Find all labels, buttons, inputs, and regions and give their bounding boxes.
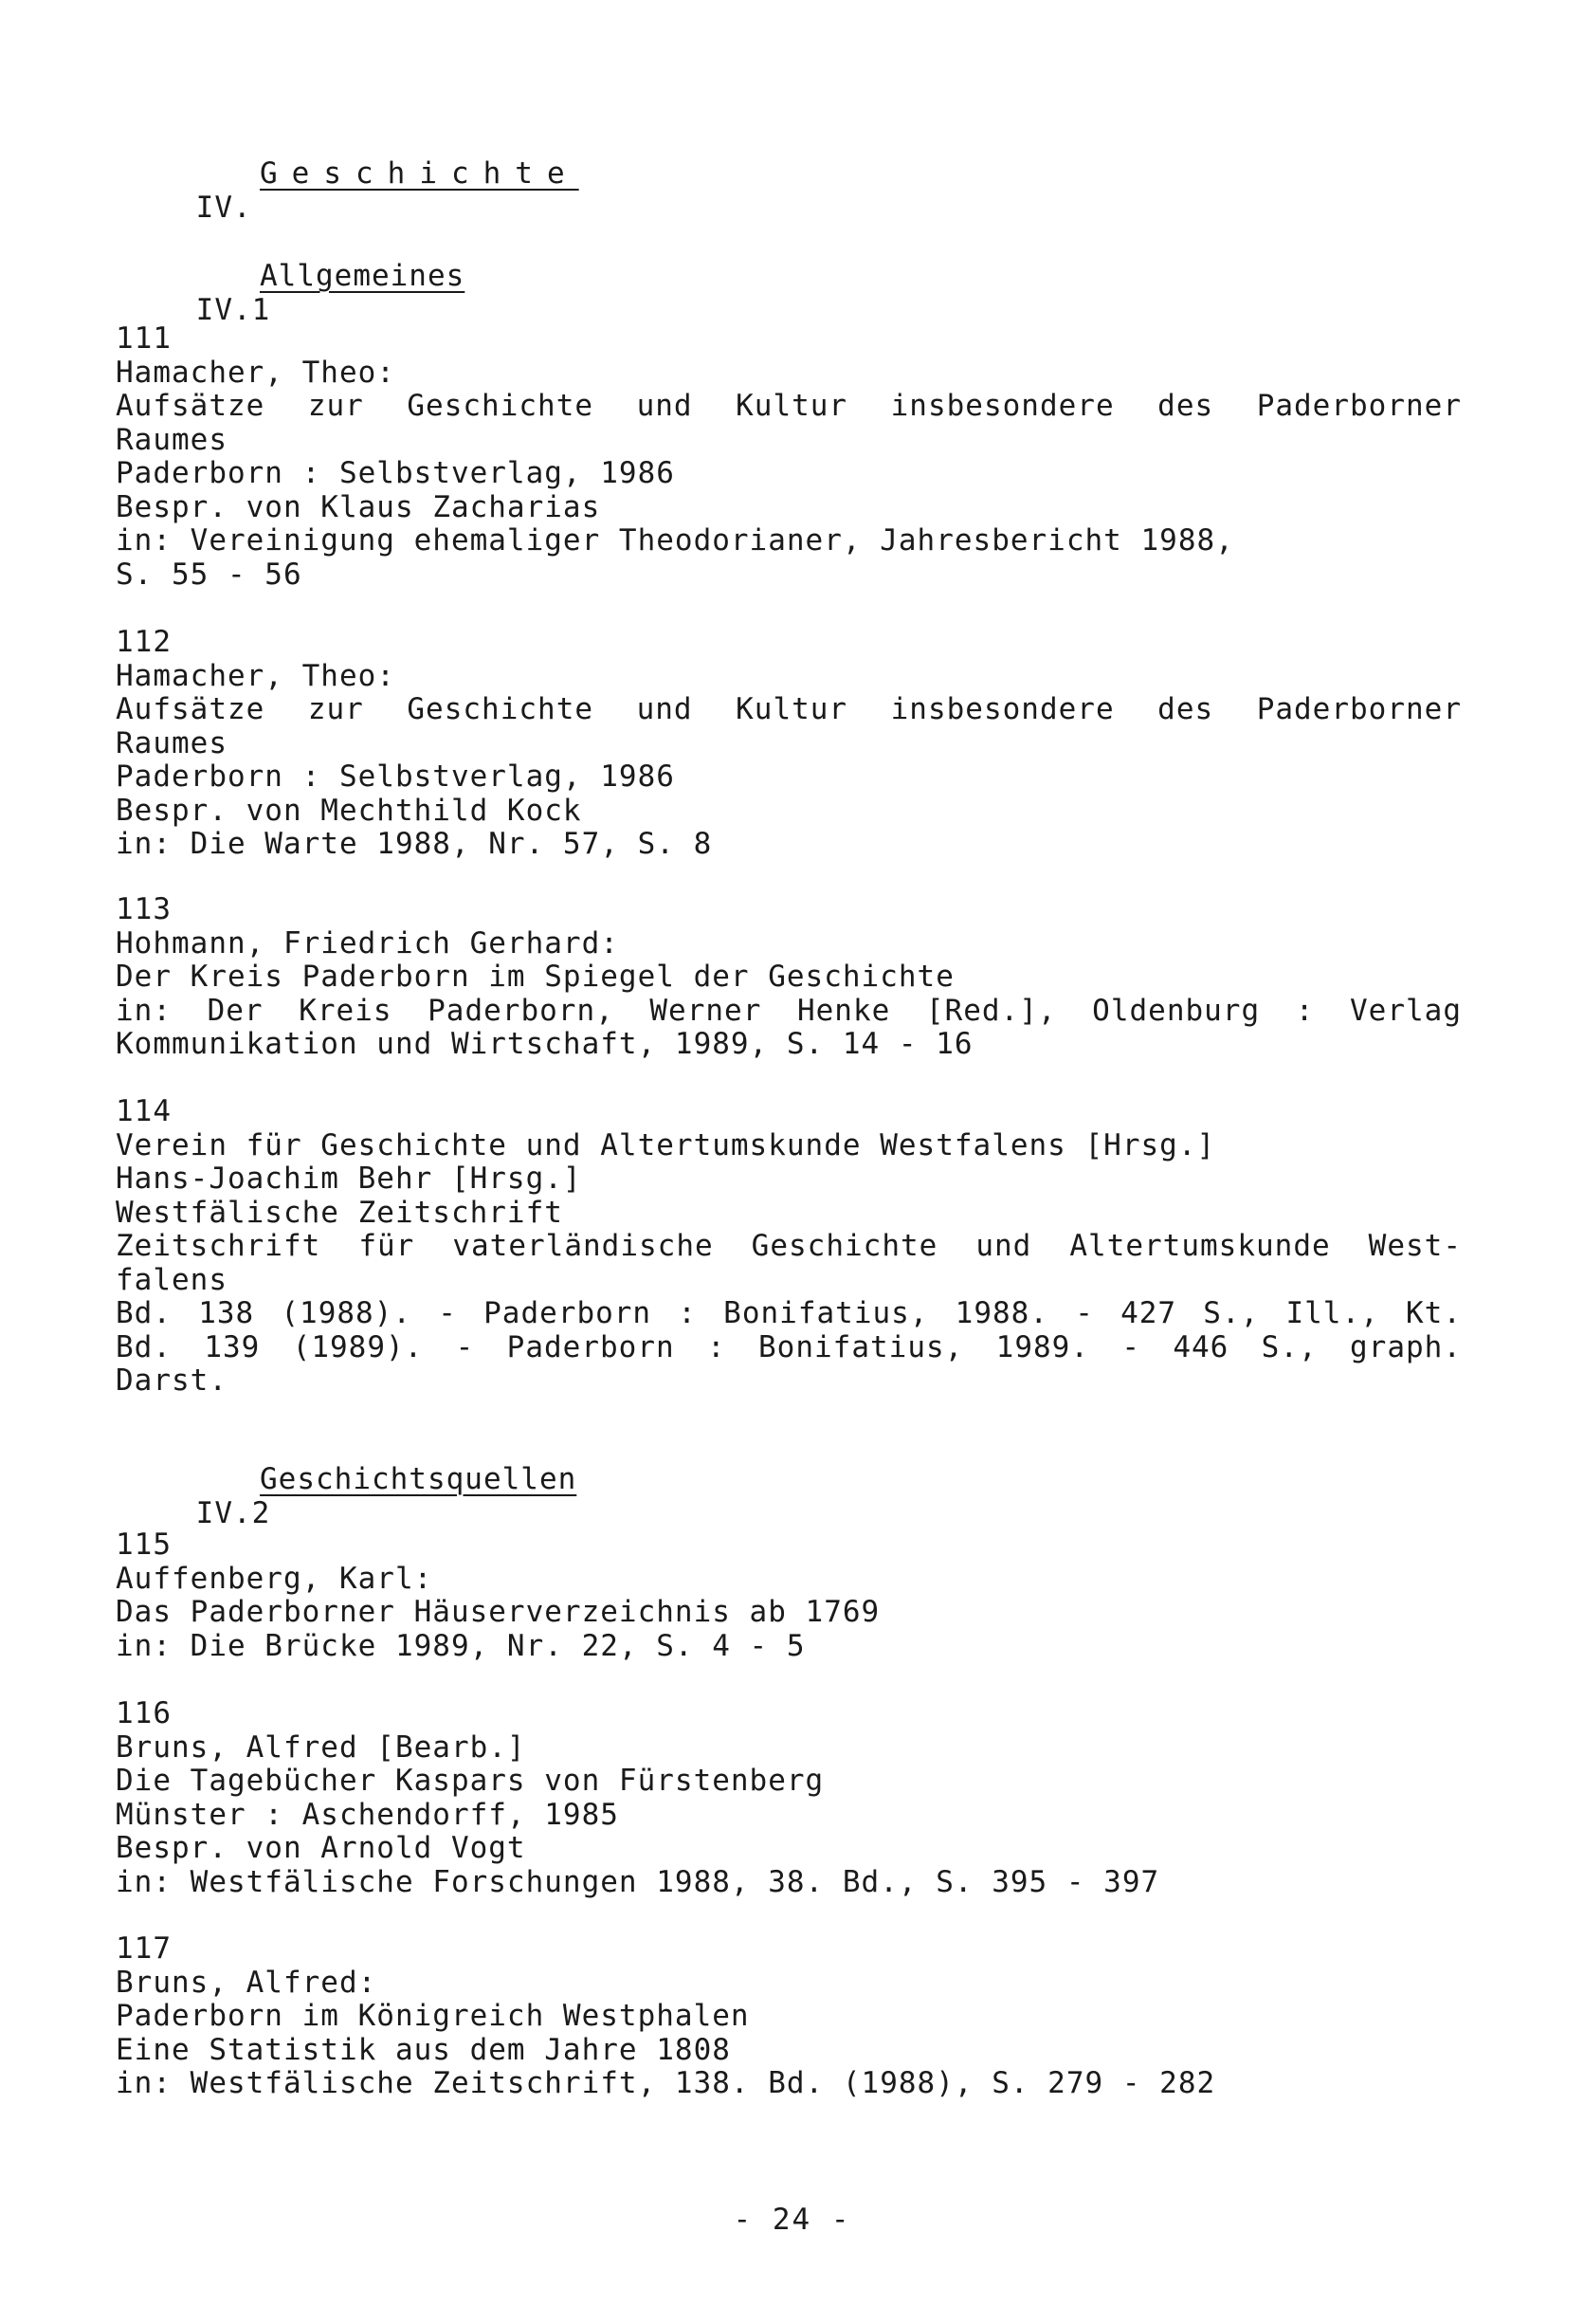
entry-number: 115 bbox=[116, 1528, 172, 1562]
bibliography-entry-114 bbox=[116, 1095, 1462, 1399]
entry-source-continued: Kommunikation und Wirtschaft, 1989, S. 14 - 16 bbox=[116, 1027, 974, 1061]
entry-source: in: Westfälische Forschungen 1988, 38. Bd., S. 395 - 397 bbox=[116, 1864, 1160, 1899]
entry-title: Der Kreis Paderborn im Spiegel der Geschichte bbox=[116, 960, 955, 994]
bibliography-entry-117 bbox=[116, 1932, 1462, 2101]
bibliography-entry-112 bbox=[116, 626, 1462, 862]
entry-volume: Bd. 138 (1988). - Paderborn : Bonifatius, 1988. - 427 S., Ill., Kt. bbox=[116, 1296, 1462, 1330]
entry-author: Bruns, Alfred [Bearb.] bbox=[116, 1729, 526, 1765]
entry-source: in: Die Warte 1988, Nr. 57, S. 8 bbox=[116, 827, 713, 861]
bibliography-entry-115 bbox=[116, 1528, 1462, 1663]
entry-title: Die Tagebücher Kaspars von Fürstenberg bbox=[116, 1764, 825, 1798]
entry-subtitle-continued: falens bbox=[116, 1262, 228, 1297]
entry-subtitle: Zeitschrift für vaterländische Geschichte und Altertumskunde West- bbox=[116, 1229, 1462, 1263]
entry-title: Das Paderborner Häuserverzeichnis ab 1769 bbox=[116, 1595, 881, 1629]
entry-source: in: Der Kreis Paderborn, Werner Henke [Red.], Oldenburg : Verlag bbox=[116, 993, 1462, 1028]
bibliography-entry-113 bbox=[116, 893, 1462, 1062]
entry-title-continued: Raumes bbox=[116, 422, 228, 457]
entry-author: Auffenberg, Karl: bbox=[116, 1561, 433, 1596]
entry-title: Westfälische Zeitschrift bbox=[116, 1195, 563, 1230]
entry-review: Bespr. von Klaus Zacharias bbox=[116, 489, 601, 524]
entry-author: Bruns, Alfred: bbox=[116, 1965, 377, 2000]
entry-imprint: Münster : Aschendorff, 1985 bbox=[116, 1797, 619, 1832]
entry-number: 117 bbox=[116, 1931, 172, 1966]
entry-author: Hohmann, Friedrich Gerhard: bbox=[116, 925, 619, 961]
entry-source: in: Die Brücke 1989, Nr. 22, S. 4 - 5 bbox=[116, 1628, 806, 1663]
entry-number: 112 bbox=[116, 625, 172, 659]
entry-author: Hamacher, Theo: bbox=[116, 658, 395, 693]
entry-editor: Hans-Joachim Behr [Hrsg.] bbox=[116, 1162, 582, 1196]
entry-number: 113 bbox=[116, 892, 172, 926]
entry-author: Hamacher, Theo: bbox=[116, 355, 395, 390]
entry-number: 114 bbox=[116, 1094, 172, 1128]
entry-title: Paderborn im Königreich Westphalen bbox=[116, 1999, 750, 2033]
entry-title: Aufsätze zur Geschichte und Kultur insbesondere des Paderborner bbox=[116, 389, 1462, 423]
section-title: Geschichtsquellen bbox=[260, 1462, 577, 1496]
entry-number: 116 bbox=[116, 1696, 172, 1730]
entry-imprint: Paderborn : Selbstverlag, 1986 bbox=[116, 456, 675, 490]
section-title: Allgemeines bbox=[260, 259, 465, 293]
entry-imprint: Paderborn : Selbstverlag, 1986 bbox=[116, 759, 675, 794]
page-number: - 24 - bbox=[733, 2203, 851, 2237]
chapter-number: IV. bbox=[195, 191, 252, 225]
bibliography-entry-116 bbox=[116, 1697, 1462, 1899]
entry-number: 111 bbox=[116, 321, 172, 356]
section-number: IV.1 bbox=[195, 293, 271, 327]
entry-subtitle: Eine Statistik aus dem Jahre 1808 bbox=[116, 2032, 731, 2067]
entry-review: Bespr. von Mechthild Kock bbox=[116, 793, 582, 828]
entry-title-continued: Raumes bbox=[116, 725, 228, 760]
entry-source: in: Vereinigung ehemaliger Theodorianer, Jahresbericht 1988, bbox=[116, 523, 1234, 558]
entry-author: Verein für Geschichte und Altertumskunde Westfalens [Hrsg.] bbox=[116, 1127, 1216, 1162]
entry-review: Bespr. von Arnold Vogt bbox=[116, 1831, 526, 1865]
entry-source: in: Westfälische Zeitschrift, 138. Bd. (1988), S. 279 - 282 bbox=[116, 2066, 1216, 2100]
entry-source-continued: S. 55 - 56 bbox=[116, 557, 302, 592]
chapter-title: Geschichte bbox=[260, 156, 579, 191]
entry-title: Aufsätze zur Geschichte und Kultur insbesondere des Paderborner bbox=[116, 692, 1462, 726]
entry-volume: Bd. 139 (1989). - Paderborn : Bonifatius, 1989. - 446 S., graph. bbox=[116, 1329, 1462, 1364]
entry-volume-continued: Darst. bbox=[116, 1363, 228, 1398]
section-number: IV.2 bbox=[195, 1496, 271, 1530]
bibliography-entry-111 bbox=[116, 322, 1462, 592]
